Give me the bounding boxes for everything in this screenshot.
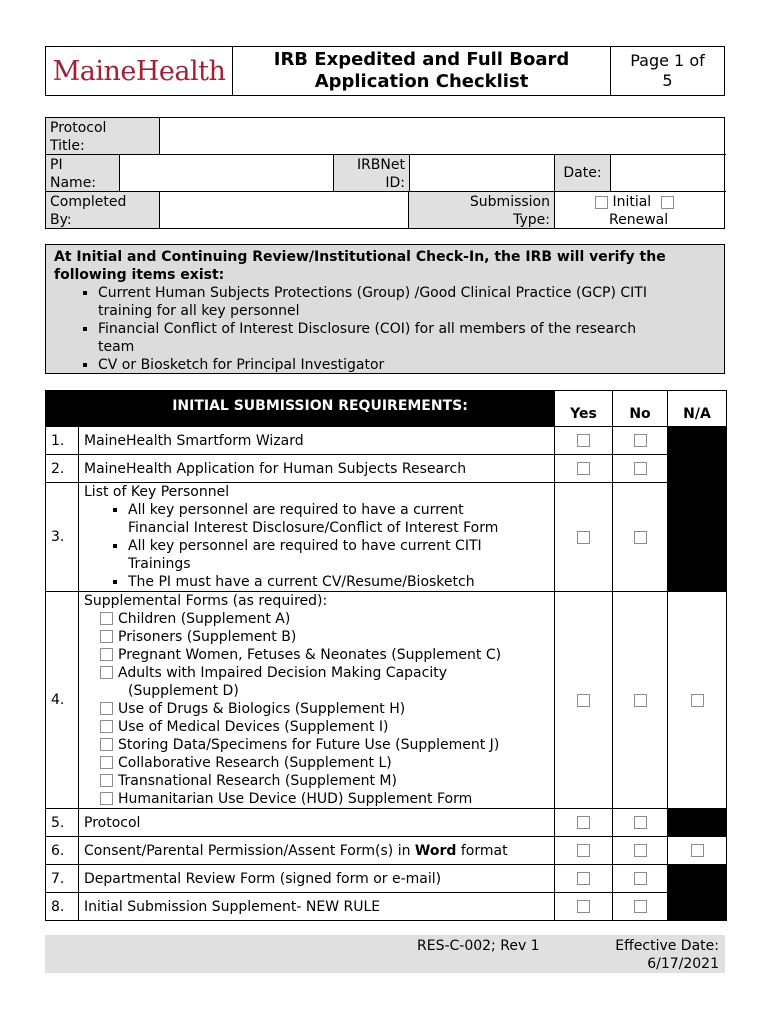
renewal-checkbox[interactable] — [661, 196, 674, 209]
row-number: 5. — [46, 809, 79, 837]
key-personnel-list — [84, 501, 549, 591]
info-table — [45, 117, 725, 229]
list-item: Humanitarian Use Device (HUD) Supplement Form — [100, 790, 549, 808]
na-checkbox[interactable] — [691, 844, 704, 857]
verification-item: ▪ Financial Conflict of Interest Disclosure (COI) for all members of the research team — [98, 320, 716, 356]
submission-type-options — [555, 192, 726, 228]
page-footer — [45, 935, 725, 973]
logo-cell — [45, 46, 233, 96]
supplement-checkbox[interactable] — [100, 774, 113, 787]
document-id: RES-C-002; Rev 1 — [417, 938, 540, 954]
initial-checkbox[interactable] — [595, 196, 608, 209]
row-number: 3. — [46, 483, 79, 592]
list-item: Collaborative Research (Supplement L) — [100, 754, 549, 772]
pi-name-label: PI Name: — [46, 155, 120, 192]
verification-notice — [45, 244, 725, 374]
row-number: 1. — [46, 427, 79, 455]
verification-heading-line1: At Initial and Continuing Review/Institutional Check-In, the IRB will verify the — [54, 249, 666, 265]
date-label: Date: — [555, 155, 611, 192]
requirements-heading: INITIAL SUBMISSION REQUIREMENTS: — [172, 397, 468, 414]
supplement-checkbox[interactable] — [100, 720, 113, 733]
page-title-line1: IRB Expedited and Full Board — [273, 49, 570, 70]
table-row — [46, 592, 727, 809]
page-number-line2: 5 — [662, 71, 673, 90]
page-number-cell — [610, 46, 725, 96]
row-text: Departmental Review Form (signed form or e-mail) — [79, 865, 555, 893]
supplement-checkbox[interactable] — [100, 756, 113, 769]
verification-item: ▪ Current Human Subjects Protections (Group) /Good Clinical Practice (GCP) CITI training for all key personnel — [98, 284, 716, 320]
supplement-checkbox[interactable] — [100, 792, 113, 805]
list-item: Pregnant Women, Fetuses & Neonates (Supplement C) — [100, 646, 549, 664]
col-header-yes: Yes — [555, 391, 613, 427]
supplement-checkbox[interactable] — [100, 648, 113, 661]
yes-checkbox[interactable] — [577, 694, 590, 707]
date-field[interactable] — [611, 155, 726, 192]
list-item: ▪ All key personnel are required to have current CITI Trainings — [128, 537, 549, 573]
na-checkbox[interactable] — [691, 694, 704, 707]
verification-item: ▪ CV or Biosketch for Principal Investigator — [98, 356, 716, 374]
table-row — [46, 809, 727, 837]
requirements-table — [45, 390, 727, 921]
na-not-applicable-block — [668, 865, 727, 921]
list-item-continuation: (Supplement D) — [128, 683, 239, 699]
row-number: 2. — [46, 455, 79, 483]
protocol-title-label: Protocol Title: — [46, 118, 160, 155]
protocol-title-field[interactable] — [160, 118, 726, 155]
supplement-checkbox[interactable] — [100, 702, 113, 715]
yes-checkbox[interactable] — [577, 531, 590, 544]
no-checkbox[interactable] — [634, 531, 647, 544]
yes-checkbox[interactable] — [577, 900, 590, 913]
na-not-applicable-block — [668, 427, 727, 592]
list-item: Use of Medical Devices (Supplement I) — [100, 718, 549, 736]
requirements-heading-cell — [46, 391, 555, 427]
irbnet-id-field[interactable] — [410, 155, 555, 192]
list-item: Use of Drugs & Biologics (Supplement H) — [100, 700, 549, 718]
row-text: MaineHealth Smartform Wizard — [79, 427, 555, 455]
supplement-checkbox[interactable] — [100, 666, 113, 679]
row-number: 8. — [46, 893, 79, 921]
pi-name-field[interactable] — [120, 155, 334, 192]
list-item: ▪ All key personnel are required to have a current Financial Interest Disclosure/Conflict of Interest Form — [128, 501, 549, 537]
row-number: 4. — [46, 592, 79, 809]
supplement-checkbox[interactable] — [100, 612, 113, 625]
col-header-no: No — [613, 391, 668, 427]
renewal-label: Renewal — [609, 212, 669, 228]
row-content — [79, 592, 555, 809]
submission-type-label: Submission Type: — [409, 192, 555, 228]
no-checkbox[interactable] — [634, 900, 647, 913]
no-checkbox[interactable] — [634, 816, 647, 829]
na-not-applicable-block — [668, 809, 727, 837]
irbnet-id-label: IRBNet ID: — [334, 155, 410, 192]
table-row — [46, 483, 727, 592]
list-item: Transnational Research (Supplement M) — [100, 772, 549, 790]
key-personnel-title: List of Key Personnel — [84, 484, 230, 500]
row-number: 7. — [46, 865, 79, 893]
list-item: Prisoners (Supplement B) — [100, 628, 549, 646]
title-cell — [232, 46, 611, 96]
row-text: MaineHealth Application for Human Subjects Research — [79, 455, 555, 483]
table-row — [46, 865, 727, 893]
list-item: Adults with Impaired Decision Making Capacity — [100, 664, 549, 682]
mainehealth-logo: MaineHealth — [52, 55, 226, 87]
yes-checkbox[interactable] — [577, 844, 590, 857]
verification-heading-line2: following items exist: — [54, 267, 225, 283]
no-checkbox[interactable] — [634, 694, 647, 707]
no-checkbox[interactable] — [634, 462, 647, 475]
supplemental-forms-title: Supplemental Forms (as required): — [84, 593, 328, 609]
table-row — [46, 893, 727, 921]
completed-by-label: Completed By: — [46, 192, 160, 228]
yes-checkbox[interactable] — [577, 816, 590, 829]
yes-checkbox[interactable] — [577, 872, 590, 885]
table-row — [46, 837, 727, 865]
row-text: Protocol — [79, 809, 555, 837]
effective-date: Effective Date: 6/17/2021 — [615, 938, 719, 972]
page-title-line2: Application Checklist — [314, 71, 529, 92]
row-text: Consent/Parental Permission/Assent Form(s) in Word format — [79, 837, 555, 865]
col-header-na: N/A — [668, 391, 727, 427]
list-item: ▪ The PI must have a current CV/Resume/Biosketch — [128, 573, 549, 591]
list-item: Children (Supplement A) — [100, 610, 549, 628]
verification-list — [54, 284, 716, 374]
supplement-list — [84, 610, 549, 808]
no-checkbox[interactable] — [634, 872, 647, 885]
supplement-checkbox[interactable] — [100, 630, 113, 643]
row-number: 6. — [46, 837, 79, 865]
row-text: Initial Submission Supplement- NEW RULE — [79, 893, 555, 921]
list-item: Storing Data/Specimens for Future Use (Supplement J) — [100, 736, 549, 754]
completed-by-field[interactable] — [160, 192, 409, 228]
page-number-line1: Page 1 of — [630, 51, 705, 70]
yes-checkbox[interactable] — [577, 434, 590, 447]
table-row — [46, 455, 727, 483]
table-row — [46, 427, 727, 455]
no-checkbox[interactable] — [634, 434, 647, 447]
yes-checkbox[interactable] — [577, 462, 590, 475]
supplement-checkbox[interactable] — [100, 738, 113, 751]
no-checkbox[interactable] — [634, 844, 647, 857]
row-content — [79, 483, 555, 592]
initial-label: Initial — [612, 194, 652, 210]
